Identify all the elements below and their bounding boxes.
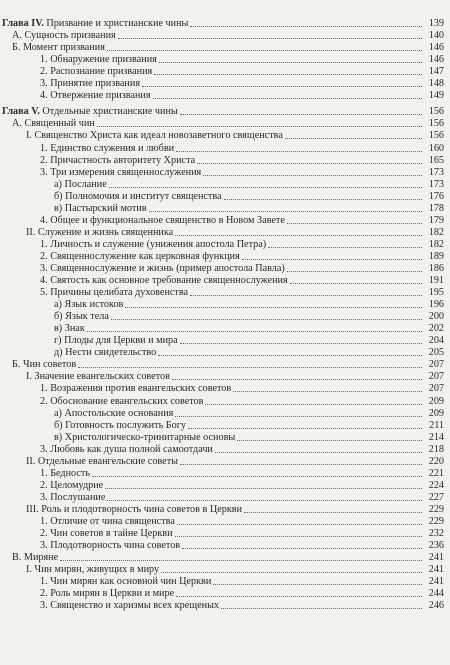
toc-entry-title — [40, 468, 90, 480]
page-number: 182 — [428, 238, 444, 250]
page-number: 165 — [428, 154, 444, 166]
toc-entry-text: 3. Послушание — [40, 491, 106, 503]
toc-entry — [0, 432, 450, 444]
page-number: 244 — [428, 588, 444, 600]
page-number: 227 — [428, 491, 444, 503]
dot-leader — [287, 222, 422, 224]
toc-entry-title — [40, 275, 288, 287]
toc-entry-text: 2. Причастность авторитету Христа — [40, 154, 196, 166]
toc-entry-text: 1. Чин мирян как основной чин Церкви — [40, 576, 212, 588]
page-number: 205 — [428, 347, 444, 359]
toc-entry-title — [54, 191, 222, 203]
dot-leader — [159, 61, 422, 63]
toc-entry-text: а) Апостольские основания — [54, 407, 174, 419]
toc-entry — [0, 444, 450, 456]
page-number: 246 — [428, 600, 444, 612]
page-number: 191 — [428, 275, 444, 287]
toc-entry-title — [40, 155, 195, 167]
toc-entry-text: 3. Плодотворность чина советов — [40, 540, 181, 552]
toc-entry-title — [40, 167, 201, 179]
dot-leader — [197, 162, 422, 164]
toc-entry-text: г) Плоды для Церкви и мира — [54, 335, 178, 347]
dot-leader — [221, 607, 422, 609]
dot-leader — [105, 487, 422, 489]
toc-entry-title — [12, 42, 105, 54]
toc-entry-text: А. Священный чин — [12, 118, 95, 130]
toc-entry-title — [26, 371, 170, 383]
dot-leader — [190, 25, 422, 27]
dot-leader — [188, 427, 422, 429]
toc-entry-title — [40, 263, 285, 275]
toc-entry-text: 4. Общее и функциональное священство в Новом Завете — [40, 214, 285, 226]
page-number: 140 — [428, 30, 444, 42]
dot-leader — [203, 174, 422, 176]
toc-entry-text: в) Знак — [54, 323, 85, 335]
toc-entry-title — [54, 323, 85, 335]
toc-entry — [0, 600, 450, 612]
toc-entry — [0, 552, 450, 564]
toc-entry-title — [40, 215, 285, 227]
toc-entry-title — [40, 492, 105, 504]
toc-entry-text: 1. Обнаружение призвания — [40, 54, 157, 66]
toc-entry-title — [40, 528, 173, 540]
toc-entry-text: 2. Обоснование евангельских советов — [40, 395, 204, 407]
toc-entry-text: II. Служение и жизнь священника — [26, 226, 174, 238]
toc-entry-text: II. Отдельные евангельские советы — [26, 455, 178, 467]
toc-entry — [0, 66, 450, 78]
page-number: 146 — [428, 54, 444, 66]
page-number: 182 — [428, 226, 444, 238]
page-number: 173 — [428, 166, 444, 178]
dot-leader — [118, 37, 422, 39]
page-number: 232 — [428, 528, 444, 540]
page-number: 139 — [428, 18, 444, 30]
dot-leader — [287, 270, 422, 272]
toc-entry-text: I. Священство Христа как идеал новозаветного священства — [26, 130, 283, 142]
dot-leader — [237, 439, 422, 441]
page-number: 209 — [428, 407, 444, 419]
toc-entry-text: 1. Личность и служение (унижения апостола Петра) — [40, 238, 267, 250]
toc-entry — [0, 118, 450, 130]
toc-entry-title — [26, 456, 178, 468]
toc-entry-text: а) Язык истоков — [54, 299, 124, 311]
toc-entry-text: 2. Роль мирян в Церкви и мире — [40, 588, 175, 600]
toc-entry — [0, 564, 450, 576]
chapter-label: Глава IV. — [2, 18, 44, 30]
toc-entry — [0, 528, 450, 540]
toc-entry — [0, 18, 450, 30]
toc-entry — [0, 299, 450, 311]
page-number: 207 — [428, 383, 444, 395]
dot-leader — [154, 73, 422, 75]
toc-entry-text: 2. Священнослужение как церковная функция — [40, 250, 240, 262]
toc-entry — [0, 371, 450, 383]
dot-leader — [180, 113, 422, 115]
page-number: 204 — [428, 335, 444, 347]
dot-leader — [213, 583, 422, 585]
toc-entry-title — [54, 311, 109, 323]
toc-entry-text: 4. Святость как основное требование священнослужения — [40, 275, 288, 287]
toc-entry-text: Призвание и христианские чины — [43, 18, 189, 30]
toc-entry — [0, 492, 450, 504]
toc-entry-title — [40, 383, 231, 395]
toc-entry-text: 1. Бедность — [40, 467, 91, 479]
toc-entry — [0, 323, 450, 335]
toc-entry — [0, 395, 450, 407]
toc-entry-text: Б. Чин советов — [12, 359, 77, 371]
toc-entry-text: А. Сущность призвания — [12, 30, 116, 42]
page-number: 209 — [428, 395, 444, 407]
toc-entry-title — [12, 30, 116, 42]
toc-entry-title — [40, 444, 213, 456]
toc-entry-title — [40, 540, 180, 552]
toc-entry-text: 1. Возражения против евангельских советов — [40, 383, 232, 395]
page-number: 149 — [428, 90, 444, 102]
toc-entry-title — [12, 359, 76, 371]
dot-leader — [268, 246, 422, 248]
dot-leader — [78, 366, 422, 368]
toc-entry — [0, 420, 450, 432]
dot-leader — [176, 595, 422, 597]
toc-entry-title — [40, 600, 219, 612]
dot-leader — [60, 559, 422, 561]
page-number: 148 — [428, 78, 444, 90]
toc-entry-text: в) Христологическо-тринитарные основы — [54, 431, 236, 443]
page-number: 173 — [428, 178, 444, 190]
page-number: 146 — [428, 42, 444, 54]
dot-leader — [175, 415, 422, 417]
dot-leader — [161, 571, 422, 573]
dot-leader — [111, 318, 422, 320]
dot-leader — [175, 234, 422, 236]
toc-entry-text: 2. Целомудрие — [40, 479, 104, 491]
page-number: 186 — [428, 262, 444, 274]
page-number: 214 — [428, 431, 444, 443]
toc-entry — [0, 191, 450, 203]
toc-entry-title — [40, 251, 240, 263]
toc-entry-title — [40, 66, 152, 78]
toc-entry-text: Отдельные христианские чины — [39, 106, 178, 118]
dot-leader — [125, 306, 422, 308]
toc-entry — [0, 311, 450, 323]
dot-leader — [142, 85, 422, 87]
dot-leader — [158, 354, 422, 356]
dot-leader — [97, 125, 422, 127]
page-number: 211 — [429, 419, 444, 431]
toc-entry-title — [40, 90, 151, 102]
dot-leader — [233, 390, 422, 392]
toc-entry — [0, 335, 450, 347]
toc-entry-text: I. Чин мирян, живущих в миру — [26, 564, 160, 576]
toc-entry-title — [40, 480, 103, 492]
toc-entry-text: I. Значение евангельских советов — [26, 371, 170, 383]
toc-entry-text: 2. Распознание призвания — [40, 66, 153, 78]
toc-entry-title — [26, 130, 283, 142]
toc-entry — [0, 239, 450, 251]
toc-entry — [0, 155, 450, 167]
toc-entry-title — [26, 504, 242, 516]
dot-leader — [215, 451, 422, 453]
dot-leader — [224, 198, 422, 200]
page-number: 207 — [428, 371, 444, 383]
page-number: 200 — [428, 311, 444, 323]
toc-entry-text: 3. Священство и харизмы всех крещеных — [40, 600, 220, 612]
toc-entry-text: В. Миряне — [12, 552, 59, 564]
toc-entry — [0, 468, 450, 480]
page-number: 220 — [428, 455, 444, 467]
dot-leader — [149, 210, 422, 212]
page-number: 229 — [428, 503, 444, 515]
toc-entry-title — [40, 516, 175, 528]
page-number: 202 — [428, 323, 444, 335]
toc-entry — [0, 54, 450, 66]
toc-entry-text: 5. Причины целибата духовенства — [40, 287, 189, 299]
table-of-contents — [0, 18, 450, 612]
toc-entry-title — [2, 106, 178, 118]
page-number: 229 — [428, 515, 444, 527]
toc-entry — [0, 203, 450, 215]
dot-leader — [153, 97, 422, 99]
toc-entry-title — [40, 239, 266, 251]
page-number: 241 — [428, 564, 444, 576]
toc-entry-title — [54, 408, 173, 420]
toc-entry-title — [54, 179, 107, 191]
toc-entry — [0, 142, 450, 154]
toc-entry — [0, 42, 450, 54]
toc-entry — [0, 287, 450, 299]
toc-entry-title — [54, 347, 156, 359]
toc-entry-title — [40, 143, 174, 155]
page-number: 241 — [428, 576, 444, 588]
page-number: 176 — [428, 190, 444, 202]
dot-leader — [180, 463, 422, 465]
toc-entry-title — [26, 227, 173, 239]
toc-entry — [0, 359, 450, 371]
toc-entry-title — [54, 299, 123, 311]
toc-entry-text: 1. Отличие от чина священства — [40, 515, 175, 527]
toc-entry-text: 3. Три измерения священнослужения — [40, 166, 202, 178]
page-number: 178 — [428, 202, 444, 214]
toc-entry-text: 3. Священнослужение и жизнь (пример апостола Павла) — [40, 262, 285, 274]
toc-entry-text: 1. Единство служения и любви — [40, 142, 175, 154]
toc-entry-title — [40, 78, 140, 90]
page-number: 179 — [428, 214, 444, 226]
toc-entry-text: 4. Отвержение призвания — [40, 90, 151, 102]
toc-entry-title — [54, 420, 186, 432]
dot-leader — [190, 294, 422, 296]
toc-entry-text: 2. Чин советов в тайне Церкви — [40, 528, 173, 540]
toc-entry-title — [12, 118, 95, 130]
dot-leader — [175, 535, 422, 537]
dot-leader — [109, 186, 422, 188]
toc-entry — [0, 588, 450, 600]
toc-entry-title — [40, 54, 157, 66]
page-number: 241 — [428, 552, 444, 564]
page-number: 236 — [428, 540, 444, 552]
toc-entry-text: б) Полномочия и институт священства — [54, 190, 222, 202]
dot-leader — [107, 499, 422, 501]
toc-entry-text: д) Нести свидетельство — [54, 347, 157, 359]
toc-entry — [0, 347, 450, 359]
toc-entry-text: б) Готовность послужить Богу — [54, 419, 186, 431]
toc-entry-title — [54, 203, 147, 215]
dot-leader — [285, 137, 422, 139]
page-number: 156 — [428, 130, 444, 142]
dot-leader — [92, 475, 422, 477]
page-number: 147 — [428, 66, 444, 78]
toc-entry-text: 3. Принятие призвания — [40, 78, 141, 90]
toc-entry-text: Б. Момент призвания — [12, 42, 105, 54]
toc-entry-title — [40, 576, 211, 588]
dot-leader — [205, 403, 422, 405]
toc-entry-text: а) Послание — [54, 178, 107, 190]
toc-entry — [0, 480, 450, 492]
toc-entry — [0, 408, 450, 420]
toc-entry — [0, 275, 450, 287]
dot-leader — [177, 523, 422, 525]
dot-leader — [180, 342, 422, 344]
toc-entry-text: б) Язык тела — [54, 311, 109, 323]
toc-entry-title — [54, 335, 178, 347]
page-number: 207 — [428, 359, 444, 371]
toc-entry — [0, 215, 450, 227]
toc-entry — [0, 167, 450, 179]
toc-entry-text: 3. Любовь как душа полной самоотдачи — [40, 443, 213, 455]
toc-entry — [0, 456, 450, 468]
toc-entry — [0, 227, 450, 239]
page-number: 189 — [428, 250, 444, 262]
toc-entry — [0, 90, 450, 102]
page-number: 196 — [428, 299, 444, 311]
dot-leader — [87, 330, 422, 332]
toc-entry-title — [2, 18, 188, 30]
toc-entry-text: III. Роль и плодотворность чина советов в Церкви — [26, 503, 243, 515]
toc-entry-title — [26, 564, 159, 576]
page-number: 224 — [428, 479, 444, 491]
toc-entry-title — [40, 396, 203, 408]
toc-entry — [0, 78, 450, 90]
toc-entry — [0, 263, 450, 275]
toc-entry-text: в) Пастырский мотив — [54, 202, 147, 214]
toc-entry — [0, 130, 450, 142]
page-number: 160 — [428, 142, 444, 154]
toc-entry — [0, 540, 450, 552]
toc-entry — [0, 179, 450, 191]
dot-leader — [244, 511, 422, 513]
page-number: 156 — [428, 106, 444, 118]
toc-entry-title — [40, 287, 188, 299]
dot-leader — [176, 150, 422, 152]
dot-leader — [107, 49, 422, 51]
toc-entry-title — [40, 588, 174, 600]
toc-entry — [0, 30, 450, 42]
page-number: 221 — [428, 467, 444, 479]
toc-entry — [0, 383, 450, 395]
dot-leader — [182, 547, 422, 549]
dot-leader — [172, 378, 422, 380]
toc-entry — [0, 504, 450, 516]
toc-entry — [0, 576, 450, 588]
page-number: 218 — [428, 443, 444, 455]
toc-entry-title — [12, 552, 58, 564]
toc-entry — [0, 251, 450, 263]
toc-entry — [0, 516, 450, 528]
dot-leader — [242, 258, 422, 260]
page-number: 195 — [428, 287, 444, 299]
toc-entry — [0, 106, 450, 118]
page-number: 156 — [428, 118, 444, 130]
toc-entry-title — [54, 432, 235, 444]
chapter-label: Глава V. — [2, 106, 40, 118]
dot-leader — [290, 282, 422, 284]
